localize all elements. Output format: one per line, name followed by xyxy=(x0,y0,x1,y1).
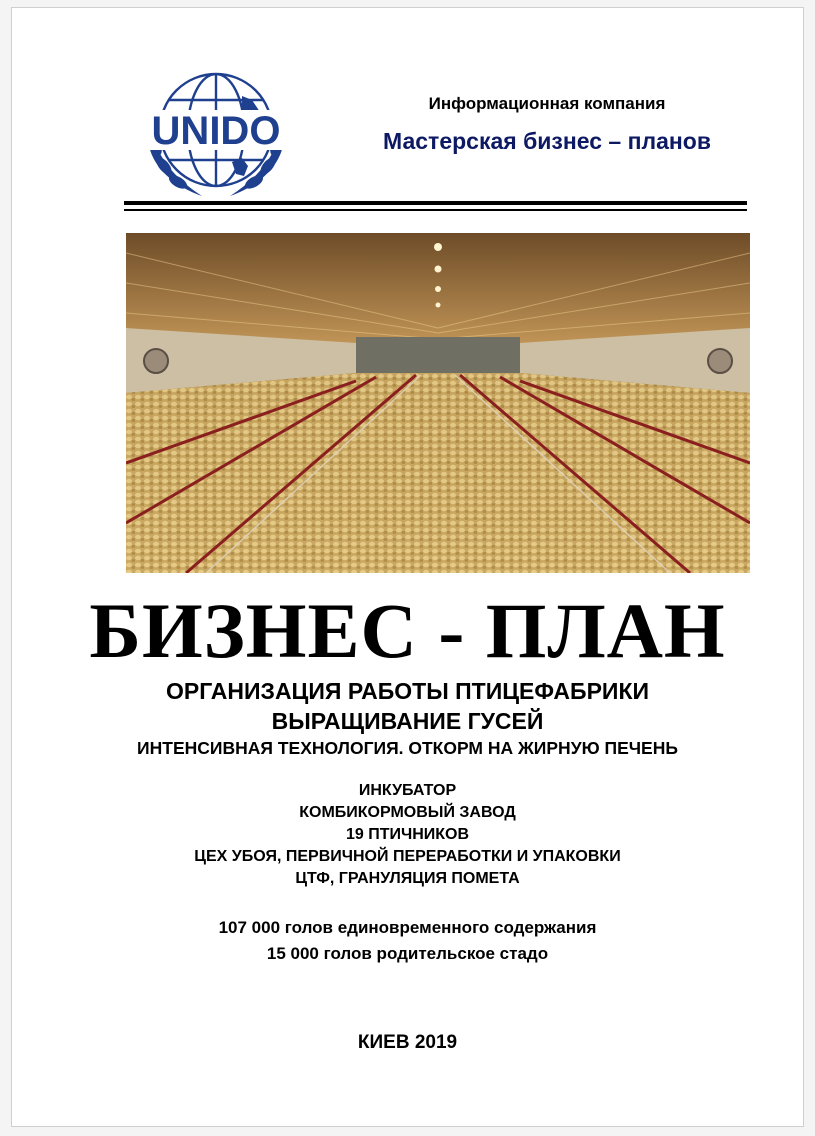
unido-emblem-icon xyxy=(132,66,300,208)
unido-logo xyxy=(132,66,300,208)
stat-parent-flock: 15 000 голов родительское стадо xyxy=(266,944,549,963)
poultry-house-photo xyxy=(126,233,750,573)
list-item: 19 ПТИЧНИКОВ xyxy=(345,826,470,843)
facility-components-list xyxy=(12,780,803,890)
list-item: ИНКУБАТОР xyxy=(358,782,457,799)
company-name: Мастерская бизнес – планов xyxy=(383,128,711,154)
stat-total-heads: 107 000 голов единовременного содержания xyxy=(218,918,597,937)
svg-text:UNIDO: UNIDO xyxy=(151,109,281,153)
document-title: БИЗНЕС - ПЛАН xyxy=(89,587,726,674)
list-item: ЦТФ, ГРАНУЛЯЦИЯ ПОМЕТА xyxy=(295,870,520,887)
subtitle-organization: ОРГАНИЗАЦИЯ РАБОТЫ ПТИЦЕФАБРИКИ xyxy=(165,678,650,704)
company-kicker: Информационная компания xyxy=(428,94,666,113)
document-page xyxy=(11,7,804,1127)
subtitle-geese: ВЫРАЩИВАНИЕ ГУСЕЙ xyxy=(271,708,544,734)
place-year: КИЕВ 2019 xyxy=(357,1032,458,1053)
list-item: КОМБИКОРМОВЫЙ ЗАВОД xyxy=(299,804,516,821)
header-divider-thick xyxy=(124,201,747,205)
list-item: ЦЕХ УБОЯ, ПЕРВИЧНОЙ ПЕРЕРАБОТКИ И УПАКОВКИ xyxy=(194,848,621,865)
header-divider-thin xyxy=(124,209,747,211)
subtitle-technology: ИНТЕНСИВНАЯ ТЕХНОЛОГИЯ. ОТКОРМ НА ЖИРНУЮ ПЕЧЕНЬ xyxy=(137,738,678,758)
